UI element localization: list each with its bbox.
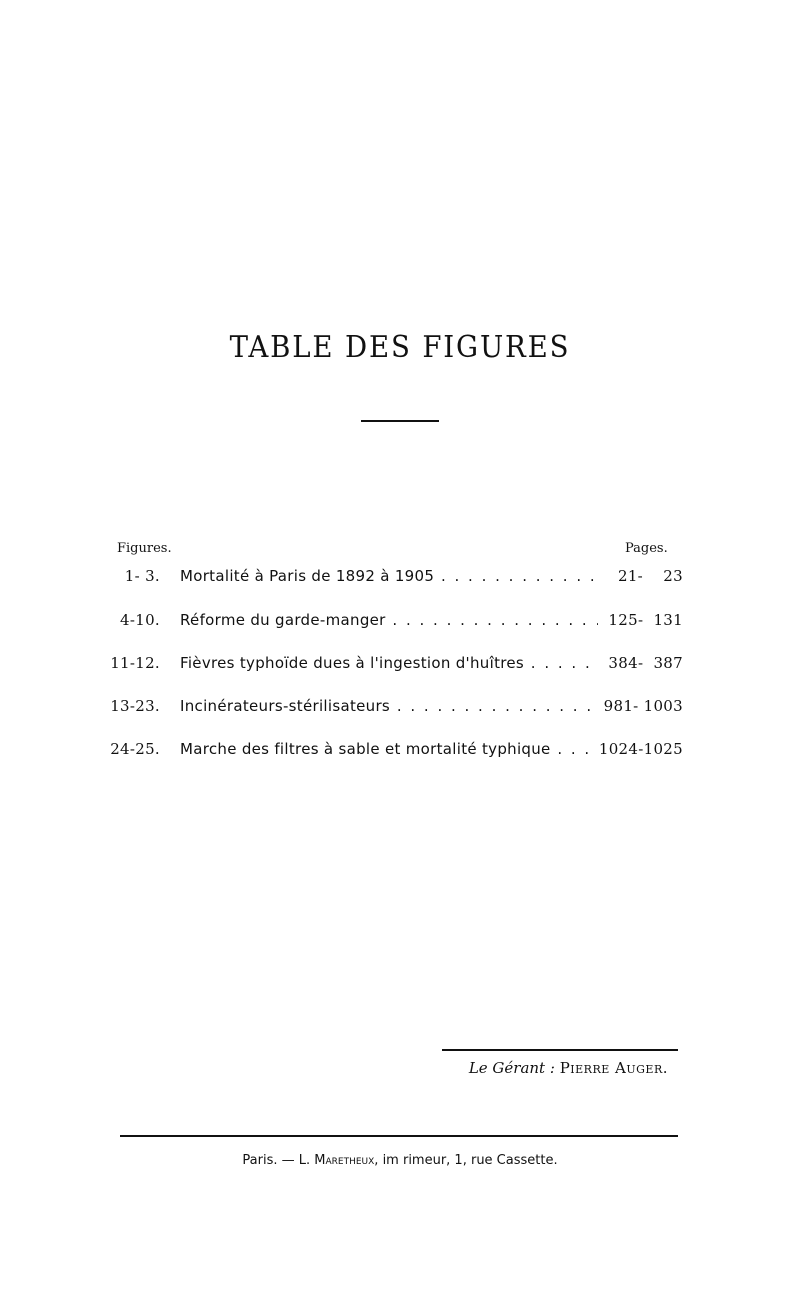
printer-imprint xyxy=(0,1153,800,1168)
page-range: 981- 1003 xyxy=(603,697,683,715)
gerant-signature xyxy=(469,1059,668,1077)
figure-entry xyxy=(0,567,800,589)
figure-entry xyxy=(0,740,800,762)
figure-caption: Marche des filtres à sable et mortalité typhique . . . xyxy=(180,740,598,758)
imprint-suffix: im rimeur, 1, rue Cassette. xyxy=(382,1153,558,1168)
page-range: 1024-1025 xyxy=(598,740,683,758)
gerant-rule xyxy=(442,1049,678,1051)
gerant-label: Le Gérant : xyxy=(468,1059,555,1077)
page-range: 21- 23 xyxy=(617,567,683,585)
figure-numbers: 24-25. xyxy=(110,740,160,758)
footer-rule xyxy=(120,1135,678,1137)
page-range: 125- 131 xyxy=(608,611,683,629)
figures-column-header: Figures. xyxy=(117,541,172,556)
gerant-name: Pierre Auger. xyxy=(559,1059,668,1077)
figure-caption: Réforme du garde-manger . . . xyxy=(180,611,598,629)
figure-numbers: 1- 3. xyxy=(124,567,160,585)
figure-numbers: 11-12. xyxy=(110,654,160,672)
figure-numbers: 4-10. xyxy=(120,611,160,629)
figure-entry xyxy=(0,611,800,633)
title-rule xyxy=(361,420,439,422)
pages-column-header: Pages. xyxy=(625,541,668,556)
figure-numbers: 13-23. xyxy=(110,697,160,715)
figure-entry xyxy=(0,654,800,676)
imprint-prefix: Paris. — L. xyxy=(242,1153,311,1168)
figure-caption: Fièvres typhoïde dues à l'ingestion d'huîtres . . . xyxy=(180,654,598,672)
figure-caption: Mortalité à Paris de 1892 à 1905 . . . xyxy=(180,567,598,585)
page-title: TABLE DES FIGURES xyxy=(229,330,571,365)
page-range: 384- 387 xyxy=(608,654,683,672)
figure-caption: Incinérateurs-stérilisateurs . . . xyxy=(180,697,598,715)
figure-entry xyxy=(0,697,800,719)
imprint-printer: Maretheux, xyxy=(314,1153,379,1168)
